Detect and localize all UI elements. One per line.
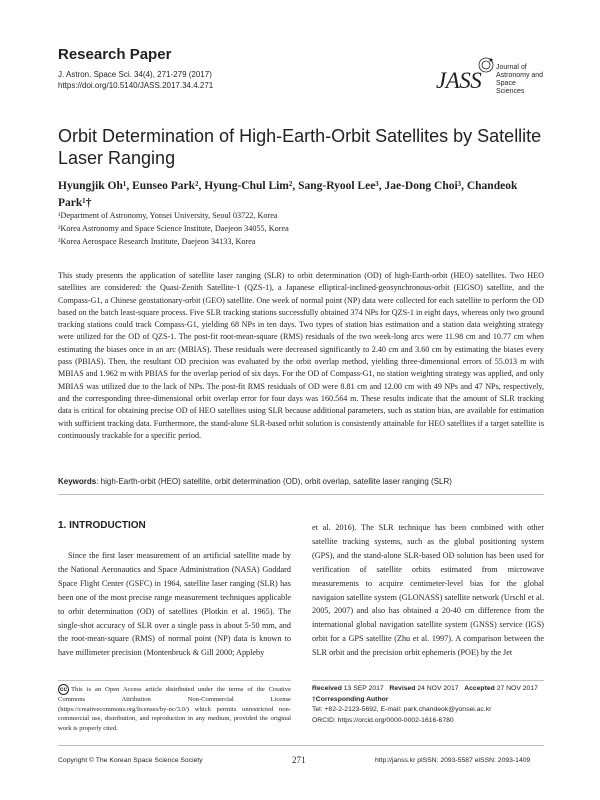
page-number: 271 xyxy=(292,755,306,765)
corresponding-author-label: †Corresponding Author xyxy=(312,695,389,703)
footnote-divider-left xyxy=(58,680,291,681)
logo-subtitle: Journal of Astronomy and Space Sciences xyxy=(496,64,544,95)
creative-commons-icon: cc xyxy=(59,686,68,693)
abstract-text: This study presents the application of satellite laser ranging (SLR) to orbit determination (OD) of high-Earth-orbit (HEO) satellites. Two HEO satellites are considered: the Quasi-Zenith Satellite-1 (QZS-1), a Japanese elliptical-inclined-geosynchronous-orbit (EIGSO) satellite, and the Compass-G1, a Chinese geostationary-orbit (GEO) satellite. One week of normal point (NP) data were collected for each satellite to perform the OD based on the batch least-square process. Five SLR tracking stations successfully obtained 374 NPs for QZS-1 in eight days, whereas only two ground tracking stations could track Compass-G1, yielding 68 NPs in ten days. Two types of station bias estimation and a station data weighting strategy were utilized for the OD of QZS-1. The post-fit root-mean-square (RMS) residuals of the two week-long arcs were 11.98 cm and 10.77 cm when estimating the biases once in an arc (MBIAS). These residuals were decreased significantly to 2.40 cm and 3.60 cm by estimating the biases every pass (PBIAS). Then, the resultant OD precision was evaluated by the orbit overlap method, yielding three-dimensional errors of 55.013 m with MBIAS and 1.962 m with PBIAS for the overlap period of six days. For the OD of Compass-G1, no station weighting strategy was applied, and only MBIAS was utilized due to the lack of NPs. The post-fit RMS residuals of OD were 8.81 cm and 12.00 cm with 49 NPs and 47 NPs, respectively, and the corresponding three-dimensional orbit overlap error for four days was 160.564 m. These results indicate that the amount of SLR tracking data is critical for obtaining precise OD of HEO satellites using SLR because additional parameters, such as station bias, are available for estimation with sufficient tracking data. Furthermore, the stand-alone SLR-based orbit solution is consistently attainable for HEO satellites if a target satellite is continuously trackable for a specific period. xyxy=(58,271,544,440)
article-dates: Received 13 SEP 2017 Revised 24 NOV 2017 Accepted 27 NOV 2017 xyxy=(312,685,538,692)
journal-citation: J. Astron. Space Sci. 34(4), 271-279 (2017) xyxy=(58,70,212,79)
logo-orbit-icon xyxy=(477,56,495,74)
orcid-link[interactable]: ORCID: https://orcid.org/0000-0002-1616-6780 xyxy=(312,716,454,724)
keywords-label: Keywords xyxy=(58,477,97,486)
keywords-text: : high-Earth-orbit (HEO) satellite, orbit determination (OD), orbit overlap, satellite laser ranging (SLR) xyxy=(96,477,452,486)
affiliation-2: ²Korea Astronomy and Space Science Institute, Daejeon 34055, Korea xyxy=(58,224,289,233)
paper-type-label: Research Paper xyxy=(58,46,172,63)
section-heading-introduction: 1. INTRODUCTION xyxy=(58,520,146,531)
author-list: Hyungjik Oh¹, Eunseo Park², Hyung-Chul Lim², Sang-Ryool Lee³, Jae-Dong Choi³, Chandeok Park¹† xyxy=(58,180,518,209)
affiliation-1: ¹Department of Astronomy, Yonsei University, Seoul 03722, Korea xyxy=(58,211,278,220)
doi-link[interactable]: https://doi.org/10.5140/JASS.2017.34.4.271 xyxy=(58,81,214,90)
keywords-divider xyxy=(58,494,544,495)
contact-info[interactable]: Tel: +82-2-2123-5692, E-mail: park.chandeok@yonsei.ac.kr xyxy=(312,706,492,713)
footer-copyright: Copyright © The Korean Space Science Society xyxy=(58,757,203,764)
affiliation-3: ³Korea Aerospace Research Institute, Daejeon 34133, Korea xyxy=(58,237,256,246)
article-title: Orbit Determination of High-Earth-Orbit Satellites by Satellite Laser Ranging xyxy=(58,126,542,168)
intro-column-left: Since the first laser measurement of an artificial satellite made by the National Aeronautics and Space Administration (NASA) Goddard Space Flight Center (GSFC) in 1964, satellite laser ranging (SLR) has been one of the most precise range measurement techniques applicable to orbit determination (OD) of satellites (Plotkin et al. 1965). The single-shot accuracy of SLR over a single pass is about 5-50 mm, and the root-mean-square (RMS) of normal point (NP) data is known to have millimeter precision (Montenbruck & Gill 2000; Appleby xyxy=(58,551,291,658)
journal-logo xyxy=(436,56,546,100)
footer-issn[interactable]: http://janss.kr plSSN: 2093-5587 elSSN: 2093-1409 xyxy=(375,757,531,764)
open-access-text: This is an Open Access article distributed under the terms of the Creative Commons Attribution Non-Commercial License (https://creativecommons.org/licenses/by-nc/3.0/) which permits unrestricted non-commercial use, distribution, and reproduction in any medium, provided the original work is properly cited. xyxy=(58,686,291,732)
open-access-notice xyxy=(58,684,291,733)
footnote-divider-right xyxy=(312,680,544,681)
logo-wordmark: JASS xyxy=(436,68,482,93)
correspondence-block xyxy=(312,684,544,726)
intro-column-right: et al. 2016). The SLR technique has been combined with other satellite tracking systems, such as the global positioning system (GPS), and the stand-alone SLR-based OD solution has been used for verification of satellite orbits estimated from microwave measurements to acquire centimeter-level bias for the global navigaion satellite system (GLONASS) satellite network (Urschl et al. 2005, 2007) and also has obtained a 20-40 cm difference from the international global navigation satellite system (GNSS) service (IGS) orbit for a GPS satellite (Zhu et al. 1997). A comparison between the SLR orbit and the precision orbit ephemeris (POE) by the Jet xyxy=(312,523,544,658)
footer-divider xyxy=(58,745,544,746)
keywords xyxy=(58,477,544,486)
